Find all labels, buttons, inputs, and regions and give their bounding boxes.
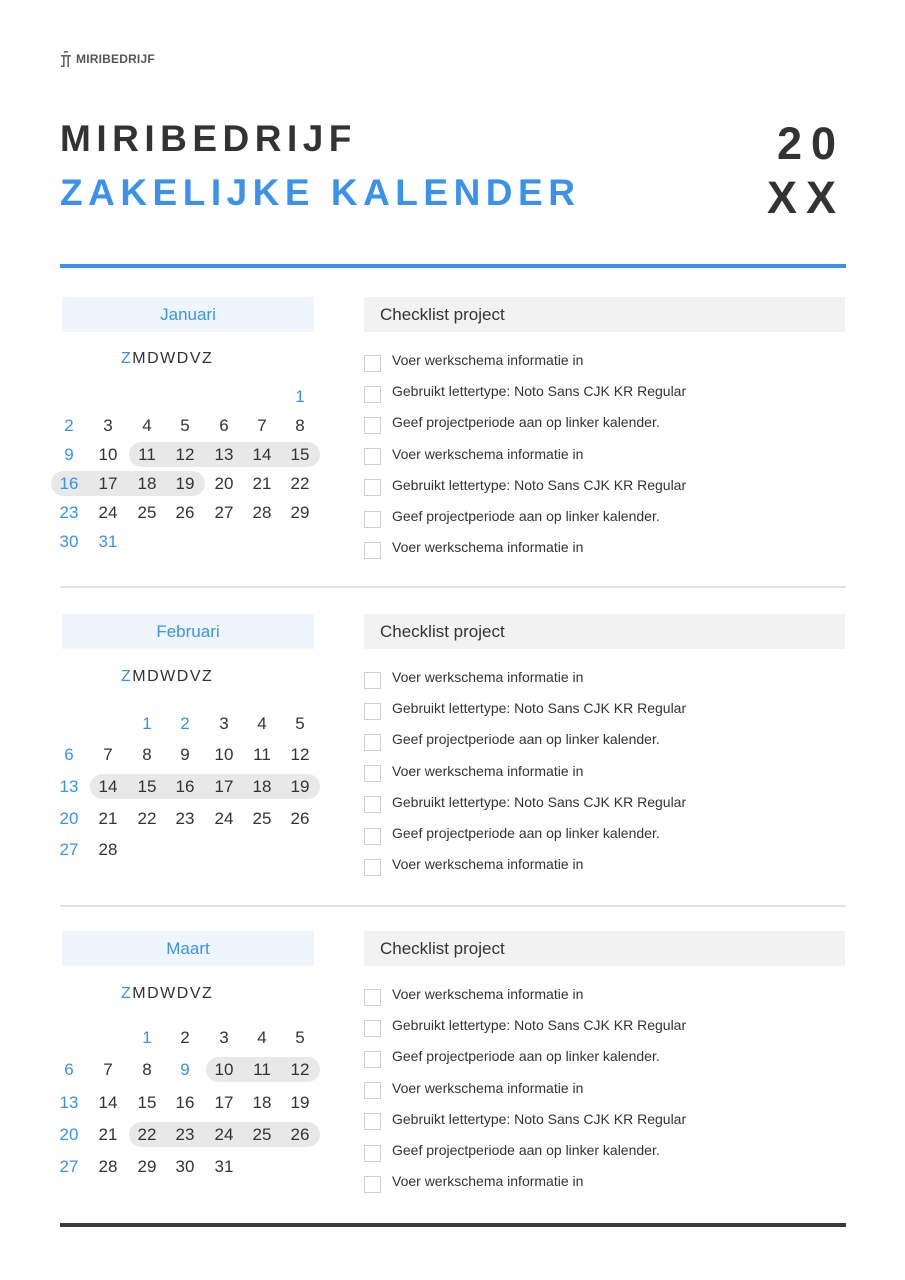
weekday-label: W xyxy=(160,985,177,1002)
calendar-day[interactable]: 15 xyxy=(290,445,310,464)
checklist-item xyxy=(364,412,660,432)
checkbox[interactable] xyxy=(364,859,381,876)
weekday-label: D xyxy=(176,350,190,367)
checklist-item xyxy=(364,381,686,401)
calendar-day[interactable]: 1 xyxy=(142,1028,152,1047)
checklist-item-label: Gebruikt lettertype: Noto Sans CJK KR Regular xyxy=(392,1110,687,1127)
calendar-day[interactable]: 2 xyxy=(180,1028,190,1047)
checklist-item-label: Geef projectperiode aan op linker kalender. xyxy=(392,731,660,748)
calendar-day[interactable]: 3 xyxy=(219,714,229,733)
calendar-day[interactable]: 29 xyxy=(290,503,310,522)
calendar-day[interactable]: 31 xyxy=(98,532,118,551)
section-divider xyxy=(60,586,846,588)
calendar-day[interactable]: 25 xyxy=(252,809,272,828)
calendar-day[interactable]: 24 xyxy=(214,1125,234,1144)
calendar-day[interactable]: 15 xyxy=(137,777,157,796)
brand-logo xyxy=(60,50,155,68)
checklist-item xyxy=(364,698,686,718)
calendar-day[interactable]: 27 xyxy=(59,840,79,859)
checkbox[interactable] xyxy=(364,355,381,372)
calendar-day[interactable]: 14 xyxy=(98,1093,118,1112)
calendar-day[interactable]: 4 xyxy=(257,1028,267,1047)
logo-icon xyxy=(60,50,72,68)
checkbox[interactable] xyxy=(364,828,381,845)
calendar-day[interactable]: 6 xyxy=(64,1060,74,1079)
month-name: Februari xyxy=(62,614,314,649)
checklist-item-label: Gebruikt lettertype: Noto Sans CJK KR Regular xyxy=(392,383,687,400)
checklist-item-label: Voer werkschema informatie in xyxy=(392,352,584,368)
checklist-title: Checklist project xyxy=(364,931,845,966)
calendar-day[interactable]: 18 xyxy=(252,1093,272,1112)
weekday-header xyxy=(121,985,213,1003)
weekday-label: D xyxy=(176,668,190,685)
checkbox[interactable] xyxy=(364,796,381,813)
calendar-day[interactable]: 26 xyxy=(290,809,310,828)
calendar-day[interactable]: 5 xyxy=(180,416,190,435)
calendar-day[interactable]: 26 xyxy=(175,503,195,522)
weekday-label: V xyxy=(189,985,203,1002)
calendar-day[interactable]: 21 xyxy=(252,474,272,493)
checklist-item-label: Gebruikt lettertype: Noto Sans CJK KR Regular xyxy=(392,476,687,493)
weekday-label: M xyxy=(132,350,148,367)
checklist-item xyxy=(364,823,660,843)
checkbox[interactable] xyxy=(364,989,381,1006)
calendar-day[interactable]: 10 xyxy=(98,445,118,464)
calendar-day[interactable]: 30 xyxy=(59,532,79,551)
checklist-item xyxy=(364,1078,583,1098)
calendar-day[interactable]: 8 xyxy=(142,1060,152,1079)
calendar-day[interactable]: 13 xyxy=(59,777,79,796)
checklist-item-label: Geef projectperiode aan op linker kalender. xyxy=(392,508,660,524)
calendar-day[interactable]: 28 xyxy=(98,840,118,859)
calendar-day[interactable]: 22 xyxy=(137,809,157,828)
checklist-item xyxy=(364,792,686,812)
checklist-item xyxy=(364,444,583,464)
weekday-label: Z xyxy=(202,350,214,367)
checklist-item-label: Geef projectperiode aan op linker kalender. xyxy=(392,1048,660,1065)
calendar-day[interactable]: 12 xyxy=(290,745,310,764)
checkbox[interactable] xyxy=(364,703,381,720)
calendar-day[interactable]: 20 xyxy=(59,809,79,828)
calendar-day[interactable]: 16 xyxy=(175,1093,195,1112)
calendar-day[interactable]: 13 xyxy=(214,445,234,464)
weekday-label: D xyxy=(176,985,190,1002)
checklist-item-label: Geef projectperiode aan op linker kalender. xyxy=(392,825,660,841)
weekday-label: Z xyxy=(121,985,133,1002)
calendar-day[interactable]: 4 xyxy=(257,714,267,733)
checklist-item-label: Voer werkschema informatie in xyxy=(392,1173,584,1190)
checklist-item xyxy=(364,984,583,1004)
calendar-day[interactable]: 16 xyxy=(59,474,79,493)
calendar-day[interactable]: 22 xyxy=(137,1125,157,1144)
footer-divider xyxy=(60,1223,846,1227)
calendar-day[interactable]: 29 xyxy=(137,1157,157,1176)
checklist-item-label: Gebruikt lettertype: Noto Sans CJK KR Regular xyxy=(392,700,687,717)
year-line-2: XX xyxy=(766,172,845,223)
calendar-day[interactable]: 7 xyxy=(257,416,267,435)
calendar-day[interactable]: 1 xyxy=(295,387,305,406)
calendar-day[interactable]: 17 xyxy=(98,474,118,493)
checkbox[interactable] xyxy=(364,386,381,403)
weekday-header xyxy=(121,350,213,368)
checklist-item xyxy=(364,1015,686,1035)
calendar-day[interactable]: 11 xyxy=(253,1060,271,1079)
checkbox[interactable] xyxy=(364,417,381,434)
checklist-item-label: Geef projectperiode aan op linker kalender. xyxy=(392,414,660,431)
checklist-item-label: Voer werkschema informatie in xyxy=(392,1079,584,1096)
checklist-item-label: Gebruikt lettertype: Noto Sans CJK KR Regular xyxy=(392,793,687,810)
checklist-item xyxy=(364,1109,686,1129)
weekday-label: D xyxy=(147,985,161,1002)
calendar-day[interactable]: 27 xyxy=(214,503,234,522)
checklist-title: Checklist project xyxy=(364,614,845,649)
calendar-day[interactable]: 11 xyxy=(253,745,271,764)
calendar-day[interactable]: 21 xyxy=(98,1125,118,1144)
checklist-item-label: Geef projectperiode aan op linker kalender. xyxy=(392,1142,660,1158)
checkbox[interactable] xyxy=(364,1082,381,1099)
checkbox[interactable] xyxy=(364,1145,381,1162)
checkbox[interactable] xyxy=(364,672,381,689)
weekday-label: D xyxy=(147,668,161,685)
checkbox[interactable] xyxy=(364,479,381,496)
checkbox[interactable] xyxy=(364,1051,381,1068)
calendar-day[interactable]: 10 xyxy=(214,1060,234,1079)
checklist-item xyxy=(364,475,686,495)
calendar-day[interactable]: 16 xyxy=(175,777,195,796)
calendar-day[interactable]: 31 xyxy=(214,1157,234,1176)
calendar-day[interactable]: 5 xyxy=(295,714,305,733)
calendar-day[interactable]: 19 xyxy=(175,474,195,493)
calendar-day[interactable]: 3 xyxy=(103,416,113,435)
year-line-1: 20 xyxy=(776,118,845,169)
checkbox[interactable] xyxy=(364,511,381,528)
calendar-day[interactable]: 23 xyxy=(175,1125,195,1144)
calendar-day[interactable]: 7 xyxy=(103,1060,113,1079)
weekday-label: Z xyxy=(121,350,133,367)
weekday-label: V xyxy=(189,668,203,685)
checkbox[interactable] xyxy=(364,1020,381,1037)
calendar-day[interactable]: 25 xyxy=(252,1125,272,1144)
calendar-day[interactable]: 8 xyxy=(295,416,305,435)
checkbox[interactable] xyxy=(364,765,381,782)
calendar-day[interactable]: 14 xyxy=(98,777,118,796)
calendar-day[interactable]: 8 xyxy=(142,745,152,764)
weekday-header xyxy=(121,668,213,686)
weekday-label: M xyxy=(132,668,148,685)
calendar-day[interactable]: 28 xyxy=(252,503,272,522)
weekday-label: Z xyxy=(202,668,214,685)
header-divider xyxy=(60,264,846,268)
checklist-item xyxy=(364,854,583,874)
weekday-label: W xyxy=(160,350,177,367)
calendar-day[interactable]: 4 xyxy=(142,416,152,435)
checklist-item xyxy=(364,729,660,749)
month-name: Januari xyxy=(62,297,314,332)
calendar-day[interactable]: 21 xyxy=(98,809,118,828)
calendar-day[interactable]: 10 xyxy=(214,745,234,764)
weekday-label: Z xyxy=(121,668,133,685)
calendar-day[interactable]: 17 xyxy=(214,1093,234,1112)
checklist-item-label: Gebruikt lettertype: Noto Sans CJK KR Regular xyxy=(392,1017,687,1034)
calendar-day[interactable]: 15 xyxy=(137,1093,157,1112)
calendar-day[interactable]: 17 xyxy=(214,777,234,796)
calendar-day[interactable]: 19 xyxy=(290,777,310,796)
calendar-day[interactable]: 24 xyxy=(214,809,234,828)
calendar-day[interactable]: 12 xyxy=(290,1060,310,1079)
calendar-day[interactable]: 13 xyxy=(59,1093,79,1112)
calendar-day[interactable]: 25 xyxy=(137,503,157,522)
checklist-item xyxy=(364,761,583,781)
calendar-day[interactable]: 22 xyxy=(290,474,310,493)
calendar-day[interactable]: 9 xyxy=(180,1060,190,1079)
calendar-day[interactable]: 30 xyxy=(175,1157,195,1176)
brand-name: MIRIBEDRIJF xyxy=(76,52,155,66)
calendar-day[interactable]: 19 xyxy=(290,1093,310,1112)
calendar-day[interactable]: 14 xyxy=(252,445,272,464)
checkbox[interactable] xyxy=(364,542,381,559)
calendar-day[interactable]: 1 xyxy=(142,714,152,733)
page-title: MIRIBEDRIJF xyxy=(60,118,357,159)
calendar-day[interactable]: 27 xyxy=(59,1157,79,1176)
calendar-day[interactable]: 24 xyxy=(98,503,118,522)
checklist-item xyxy=(364,1140,660,1160)
checklist-item-label: Voer werkschema informatie in xyxy=(392,445,584,462)
weekday-label: Z xyxy=(202,985,214,1002)
checklist-item-label: Voer werkschema informatie in xyxy=(392,669,584,685)
checklist-item xyxy=(364,506,660,526)
calendar-day[interactable]: 2 xyxy=(180,714,190,733)
checklist-item xyxy=(364,350,583,370)
calendar-day[interactable]: 9 xyxy=(180,745,190,764)
checkbox[interactable] xyxy=(364,448,381,465)
checklist-item xyxy=(364,1046,660,1066)
month-name: Maart xyxy=(62,931,314,966)
calendar-day[interactable]: 6 xyxy=(64,745,74,764)
calendar-day[interactable]: 23 xyxy=(175,809,195,828)
calendar-day[interactable]: 11 xyxy=(138,445,156,464)
checklist-item-label: Voer werkschema informatie in xyxy=(392,762,584,779)
weekday-label: W xyxy=(160,668,177,685)
calendar-day[interactable]: 7 xyxy=(103,745,113,764)
calendar-day[interactable]: 28 xyxy=(98,1157,118,1176)
calendar-day[interactable]: 9 xyxy=(64,445,74,464)
checklist-item-label: Voer werkschema informatie in xyxy=(392,986,584,1002)
checklist-title: Checklist project xyxy=(364,297,845,332)
calendar-day[interactable]: 2 xyxy=(64,416,74,435)
calendar-day[interactable]: 18 xyxy=(137,474,157,493)
checklist-item-label: Voer werkschema informatie in xyxy=(392,539,584,556)
calendar-day[interactable]: 5 xyxy=(295,1028,305,1047)
calendar-day[interactable]: 12 xyxy=(175,445,195,464)
checkbox[interactable] xyxy=(364,1113,381,1130)
calendar-day[interactable]: 18 xyxy=(252,777,272,796)
calendar-day[interactable]: 6 xyxy=(219,416,229,435)
checklist-item-label: Voer werkschema informatie in xyxy=(392,856,584,873)
checkbox[interactable] xyxy=(364,734,381,751)
checkbox[interactable] xyxy=(364,1176,381,1193)
section-divider xyxy=(60,905,846,907)
weekday-label: M xyxy=(132,985,148,1002)
calendar-day[interactable]: 20 xyxy=(214,474,234,493)
calendar-day[interactable]: 26 xyxy=(290,1125,310,1144)
page-subtitle: ZAKELIJKE KALENDER xyxy=(60,172,581,213)
calendar-day[interactable]: 3 xyxy=(219,1028,229,1047)
checklist-item xyxy=(364,667,583,687)
weekday-label: V xyxy=(189,350,203,367)
calendar-day[interactable]: 23 xyxy=(59,503,79,522)
weekday-label: D xyxy=(147,350,161,367)
checklist-item xyxy=(364,537,583,557)
checklist-item xyxy=(364,1171,583,1191)
calendar-day[interactable]: 20 xyxy=(59,1125,79,1144)
